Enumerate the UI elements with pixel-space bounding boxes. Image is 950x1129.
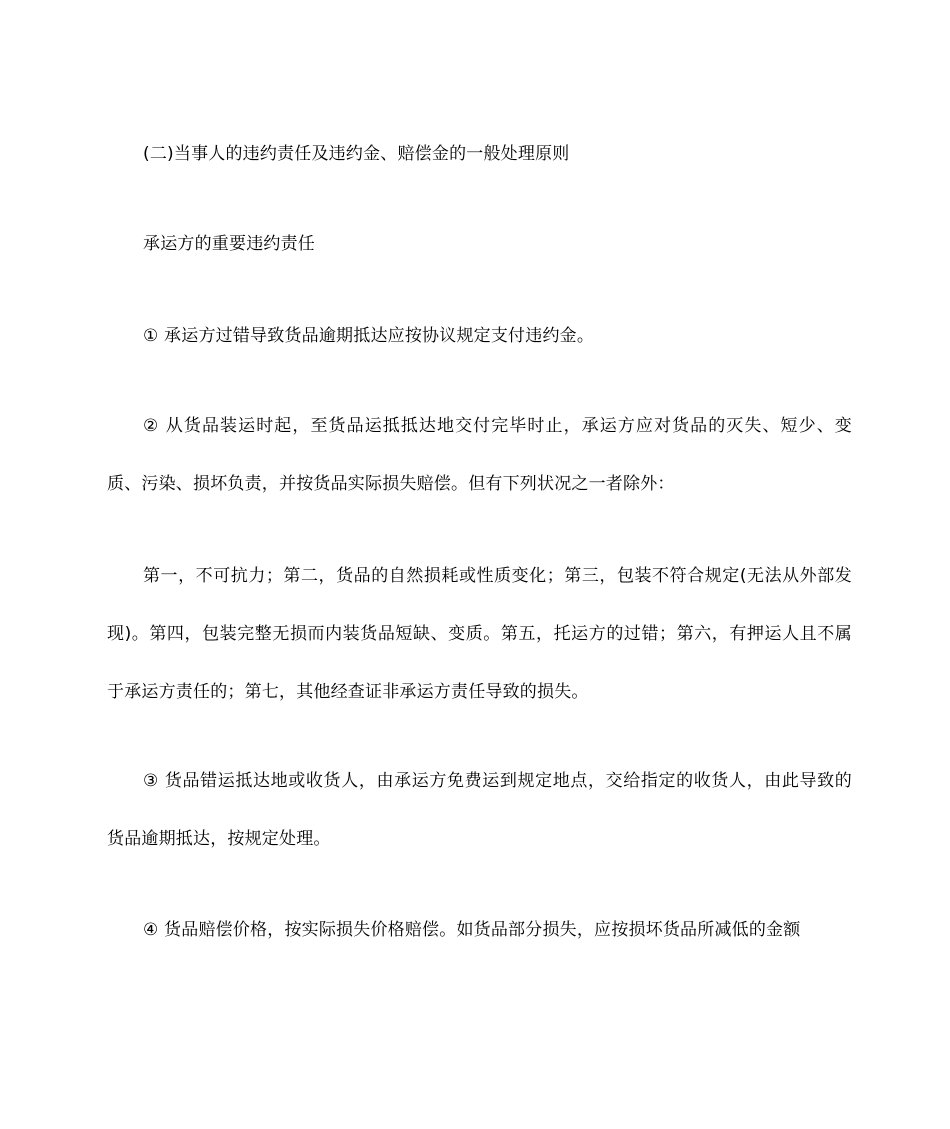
section-heading: (二)当事人的违约责任及违约金、赔偿金的一般处理原则 — [143, 144, 570, 164]
paragraph-item-1: ① 承运方过错导致货品逾期抵达应按协议规定支付违约金。 — [143, 326, 595, 346]
paragraph-item-4: ④ 货品赔偿价格，按实际损失价格赔偿。如货品部分损失，应按损坏货品所减低的金额 — [143, 920, 801, 940]
paragraph-exceptions: 第一，不可抗力；第二，货品的自然损耗或性质变化；第三，包装不符合规定(无法从外部发现)。第四，包装完整无损而内装货品短缺、变质。第五，托运方的过错；第六，有押运人且不属于承运方责任的；第七，其他经查证非承运方责任导致的损失。 — [107, 566, 852, 702]
paragraph-item-3: ③ 货品错运抵达地或收货人，由承运方免费运到规定地点，交给指定的收货人，由此导致的货品逾期抵达，按规定处理。 — [107, 771, 852, 849]
subsection-heading: 承运方的重要违约责任 — [143, 234, 315, 254]
paragraph-item-2: ② 从货品装运时起，至货品运抵抵达地交付完毕时止，承运方应对货品的灭失、短少、变质、污染、损坏负责，并按货品实际损失赔偿。但有下列状况之一者除外： — [107, 416, 852, 494]
